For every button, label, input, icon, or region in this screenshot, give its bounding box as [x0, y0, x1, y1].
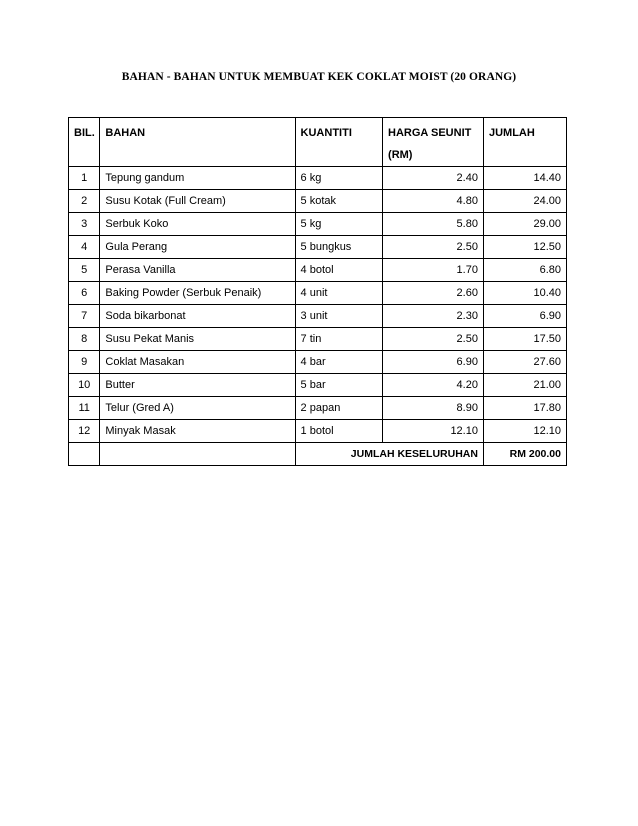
table-row	[69, 190, 567, 213]
cell-kuantiti: 4 unit	[295, 282, 382, 305]
table-row	[69, 374, 567, 397]
cell-bahan: Gula Perang	[100, 236, 295, 259]
table-row	[69, 259, 567, 282]
cell-harga: 2.50	[383, 236, 484, 259]
cell-harga: 2.50	[383, 328, 484, 351]
cell-bahan: Susu Pekat Manis	[100, 328, 295, 351]
cell-bahan: Coklat Masakan	[100, 351, 295, 374]
table-row	[69, 351, 567, 374]
total-empty-cell	[69, 443, 100, 466]
cell-bahan: Perasa Vanilla	[100, 259, 295, 282]
cell-harga: 12.10	[383, 420, 484, 443]
cell-kuantiti: 5 kotak	[295, 190, 382, 213]
cell-kuantiti: 5 bar	[295, 374, 382, 397]
cell-jumlah: 10.40	[483, 282, 566, 305]
cell-bahan: Butter	[100, 374, 295, 397]
cell-kuantiti: 5 bungkus	[295, 236, 382, 259]
cell-bahan: Telur (Gred A)	[100, 397, 295, 420]
cell-kuantiti: 2 papan	[295, 397, 382, 420]
table-row	[69, 420, 567, 443]
cell-jumlah: 21.00	[483, 374, 566, 397]
table-row	[69, 305, 567, 328]
table-row	[69, 213, 567, 236]
table-body	[69, 167, 567, 443]
cell-harga: 2.60	[383, 282, 484, 305]
cell-harga: 2.40	[383, 167, 484, 190]
cell-jumlah: 17.50	[483, 328, 566, 351]
header-harga-seunit	[383, 118, 484, 167]
cell-bil: 7	[69, 305, 100, 328]
cell-bahan: Minyak Masak	[100, 420, 295, 443]
cell-bil: 6	[69, 282, 100, 305]
cell-bahan: Tepung gandum	[100, 167, 295, 190]
cell-kuantiti: 7 tin	[295, 328, 382, 351]
table-row	[69, 397, 567, 420]
header-bahan: BAHAN	[100, 118, 295, 167]
cell-kuantiti: 5 kg	[295, 213, 382, 236]
header-kuantiti: KUANTITI	[295, 118, 382, 167]
cell-jumlah: 14.40	[483, 167, 566, 190]
document-title: BAHAN - BAHAN UNTUK MEMBUAT KEK COKLAT MOIST (20 ORANG)	[121, 71, 517, 83]
cell-jumlah: 29.00	[483, 213, 566, 236]
header-harga-line1: HARGA SEUNIT	[388, 127, 472, 139]
cell-harga: 2.30	[383, 305, 484, 328]
cell-bil: 2	[69, 190, 100, 213]
cell-harga: 4.20	[383, 374, 484, 397]
cell-kuantiti: 6 kg	[295, 167, 382, 190]
cell-harga: 1.70	[383, 259, 484, 282]
cell-harga: 4.80	[383, 190, 484, 213]
total-value: RM 200.00	[483, 443, 566, 466]
cell-harga: 8.90	[383, 397, 484, 420]
cell-jumlah: 24.00	[483, 190, 566, 213]
cell-jumlah: 12.50	[483, 236, 566, 259]
header-harga-line2: (RM)	[388, 149, 413, 161]
cell-kuantiti: 4 bar	[295, 351, 382, 374]
ingredients-table	[68, 117, 567, 466]
cell-bil: 9	[69, 351, 100, 374]
cell-bahan: Baking Powder (Serbuk Penaik)	[100, 282, 295, 305]
cell-harga: 5.80	[383, 213, 484, 236]
header-bil: BIL.	[69, 118, 100, 167]
cell-bil: 10	[69, 374, 100, 397]
table-header-row	[69, 118, 567, 167]
table-row	[69, 282, 567, 305]
cell-jumlah: 6.80	[483, 259, 566, 282]
cell-bil: 8	[69, 328, 100, 351]
header-jumlah: JUMLAH	[483, 118, 566, 167]
cell-jumlah: 27.60	[483, 351, 566, 374]
cell-kuantiti: 4 botol	[295, 259, 382, 282]
cell-bil: 3	[69, 213, 100, 236]
cell-kuantiti: 1 botol	[295, 420, 382, 443]
total-row	[69, 443, 567, 466]
table-row	[69, 236, 567, 259]
cell-bil: 11	[69, 397, 100, 420]
total-label: JUMLAH KESELURUHAN	[295, 443, 483, 466]
cell-bahan: Serbuk Koko	[100, 213, 295, 236]
cell-jumlah: 17.80	[483, 397, 566, 420]
cell-bahan: Susu Kotak (Full Cream)	[100, 190, 295, 213]
cell-kuantiti: 3 unit	[295, 305, 382, 328]
cell-bil: 5	[69, 259, 100, 282]
cell-jumlah: 6.90	[483, 305, 566, 328]
table-row	[69, 167, 567, 190]
cell-bil: 4	[69, 236, 100, 259]
cell-harga: 6.90	[383, 351, 484, 374]
cell-bahan: Soda bikarbonat	[100, 305, 295, 328]
cell-jumlah: 12.10	[483, 420, 566, 443]
table-row	[69, 328, 567, 351]
cell-bil: 1	[69, 167, 100, 190]
cell-bil: 12	[69, 420, 100, 443]
total-empty-cell	[100, 443, 295, 466]
